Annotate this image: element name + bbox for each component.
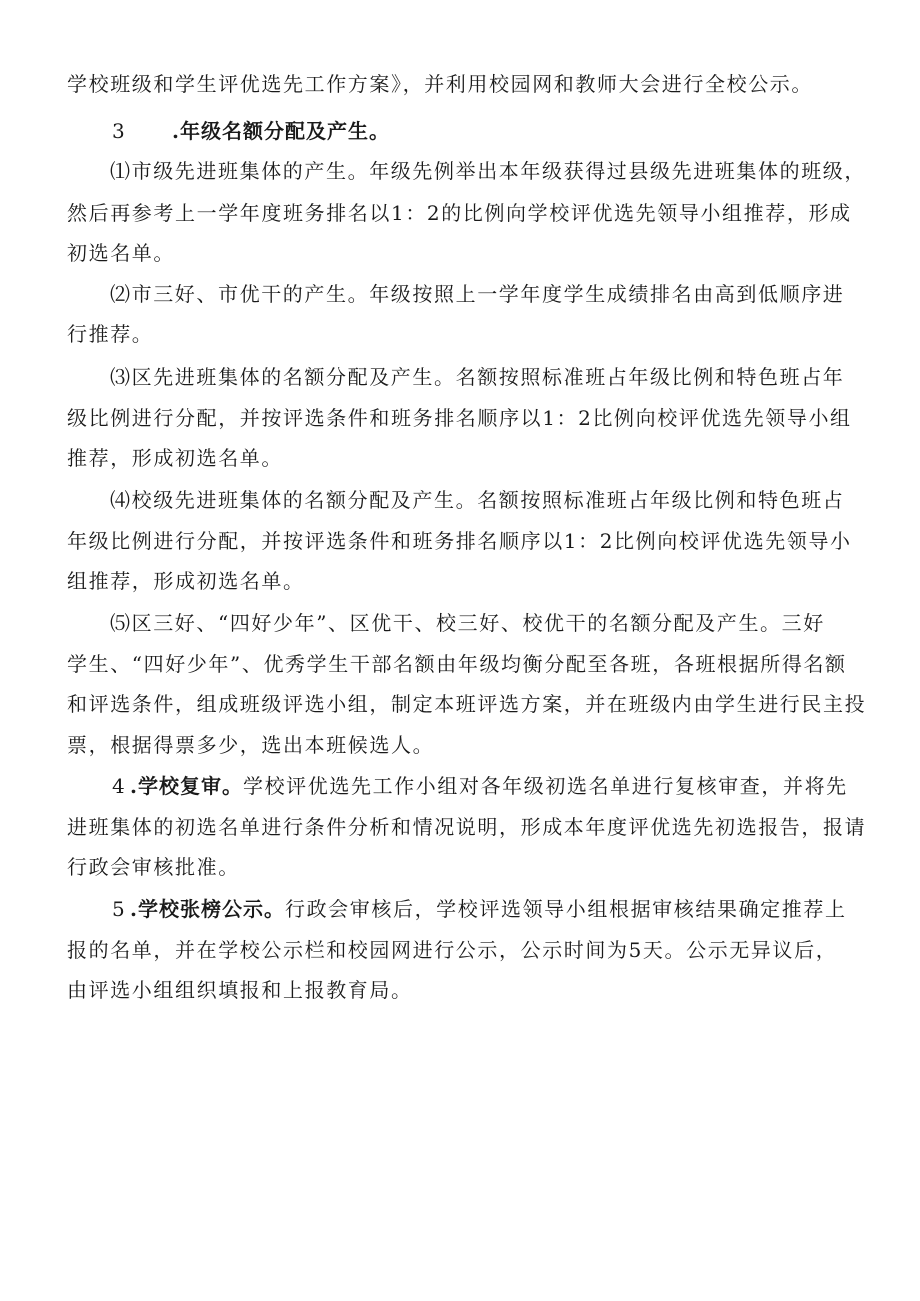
item-1-line-1: ⑴市级先进班集体的产生。年级先例举出本年级获得过县级先进班集体的班级，: [110, 159, 866, 183]
section-4-title: .学校复审。: [130, 774, 243, 798]
section-5-number: 5: [112, 897, 127, 921]
section-4-line-2: 进班集体的初选名单进行条件分析和情况说明，形成本年度评优选先初选报告，报请: [67, 815, 867, 839]
section-5-line-1: [0, 895, 920, 923]
item-5-line-3: 和评选条件，组成班级评选小组，制定本班评选方案，并在班级内由学生进行民主投: [67, 692, 867, 716]
intro-line: 学校班级和学生评优选先工作方案》，并利用校园网和教师大会进行全校公示。: [67, 72, 813, 96]
item-4-line-3: 组推荐，形成初选名单。: [67, 569, 305, 593]
section-4-text: 学校评优选先工作小组对各年级初选名单进行复核审查，并将先: [242, 774, 848, 798]
item-4-line-1: ⑷校级先进班集体的名额分配及产生。名额按照标准班占年级比例和特色班占: [110, 488, 845, 512]
section-4-line-1: [0, 772, 920, 800]
section-4-number: 4: [112, 774, 127, 798]
section-5-line-3: 由评选小组组织填报和上报教育局。: [67, 978, 413, 1002]
item-5-line-2: 学生、“四好少年”、优秀学生干部名额由年级均衡分配至各班，各班根据所得名额: [67, 652, 847, 676]
item-5-line-1: ⑸区三好、“四好少年”、区优干、校三好、校优干的名额分配及产生。三好: [110, 611, 825, 635]
item-3-line-1: ⑶区先进班集体的名额分配及产生。名额按照标准班占年级比例和特色班占年: [110, 365, 845, 389]
item-4-line-2: 年级比例进行分配，并按评选条件和班务排名顺序以1：2比例向校评优选先领导小: [67, 529, 852, 553]
item-2-line-2: 行推荐。: [67, 322, 154, 346]
section-3-title: .年级名额分配及产生。: [172, 119, 390, 143]
item-3-line-2: 级比例进行分配，并按评选条件和班务排名顺序以1：2比例向校评优选先领导小组: [67, 406, 852, 430]
section-5-line-2: 报的名单，并在学校公示栏和校园网进行公示，公示时间为5天。公示无异议后，: [67, 938, 838, 962]
item-1-line-2: 然后再参考上一学年度班务排名以1：2的比例向学校评优选先领导小组推荐，形成: [67, 201, 852, 225]
section-4-line-3: 行政会审核批准。: [67, 855, 240, 879]
item-2-line-1: ⑵市三好、市优干的产生。年级按照上一学年度学生成绩排名由高到低顺序进: [110, 282, 845, 306]
item-1-line-3: 初选名单。: [67, 241, 175, 265]
item-3-line-3: 推荐，形成初选名单。: [67, 446, 283, 470]
section-5-text: 行政会审核后，学校评选领导小组根据审核结果确定推荐上: [284, 897, 847, 921]
section-5-title: .学校张榜公示。: [130, 897, 285, 921]
item-5-line-4: 票，根据得票多少，选出本班候选人。: [67, 733, 435, 757]
section-3-heading: [0, 117, 920, 145]
section-3-number: 3: [112, 119, 127, 143]
